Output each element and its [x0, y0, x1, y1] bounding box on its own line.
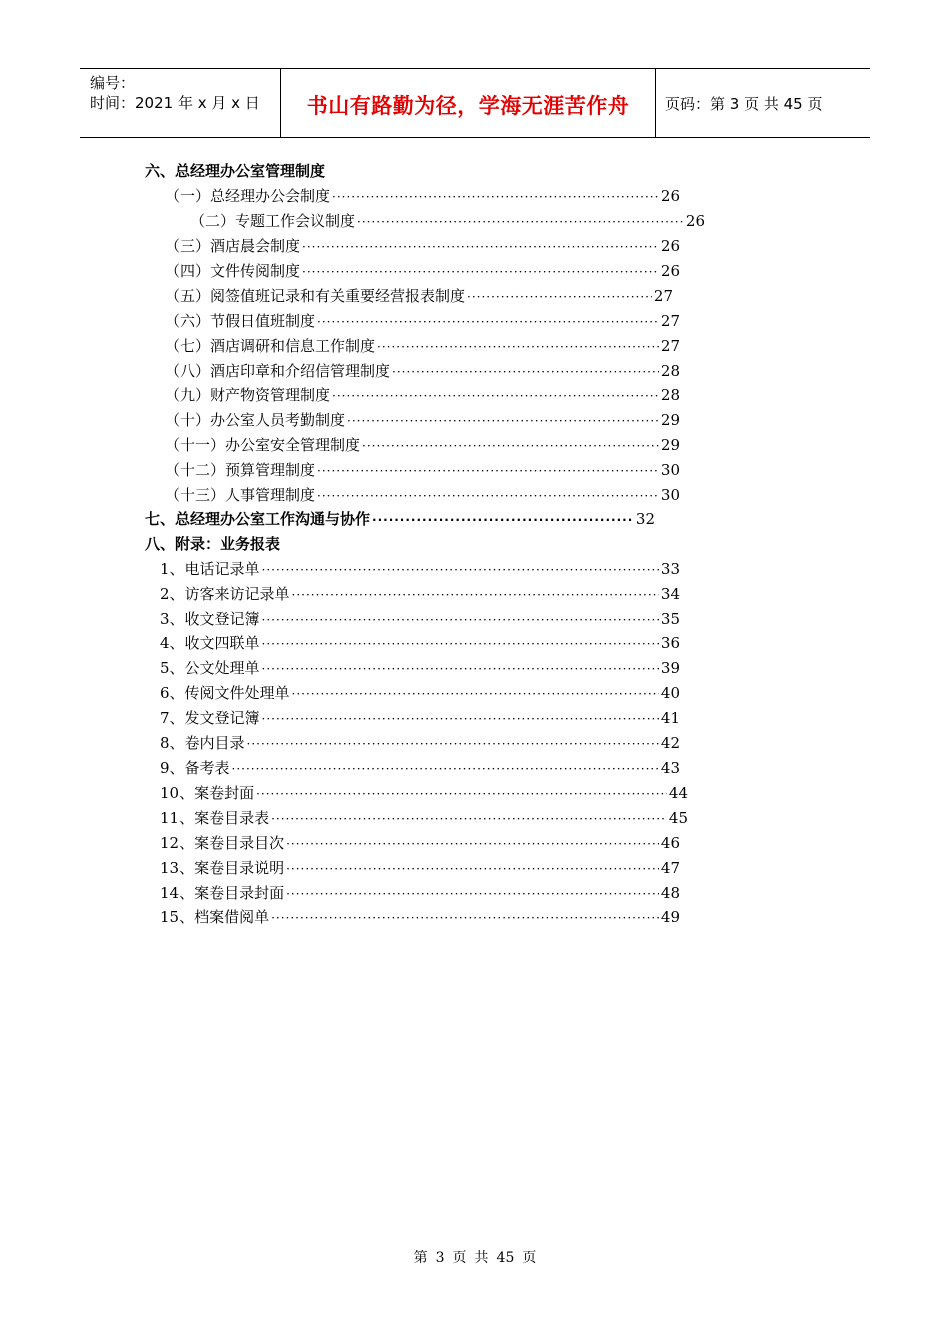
toc-entry	[160, 757, 680, 779]
toc-leader-dots	[232, 758, 659, 780]
toc-page-number: 42	[660, 734, 680, 752]
toc-entry	[165, 235, 680, 257]
toc-leader-dots	[357, 211, 684, 233]
toc-leader-dots	[392, 361, 659, 383]
toc-leader-dots	[286, 833, 659, 855]
toc-leader-dots	[262, 658, 659, 680]
footer-ye: 页	[452, 1250, 467, 1266]
header-center-cell	[280, 69, 656, 137]
page-footer	[0, 1247, 950, 1267]
toc-leader-dots	[292, 683, 659, 705]
toc-entry	[165, 185, 680, 207]
toc-entry-title: （九）财产物资管理制度	[165, 386, 331, 404]
toc-entry	[165, 260, 680, 282]
toc-section-title: 八、附录：业务报表	[145, 535, 281, 553]
toc-leader-dots	[262, 708, 659, 730]
toc-entry	[165, 459, 680, 481]
toc-entry	[160, 782, 688, 804]
toc-entry	[165, 434, 680, 456]
toc-entry	[160, 657, 680, 679]
toc-entry	[160, 857, 680, 879]
toc-page-number: 44	[668, 784, 688, 802]
toc-page-number: 32	[635, 510, 655, 528]
toc-entry-title: （十）办公室人员考勤制度	[165, 411, 346, 429]
toc-page-number: 27	[653, 287, 673, 305]
toc-page-number: 46	[660, 834, 680, 852]
page-info: 页码：第 3 页 共 45 页	[665, 95, 823, 113]
toc-leader-dots	[271, 907, 659, 929]
footer-di: 第	[413, 1250, 428, 1266]
toc-leader-dots	[256, 783, 667, 805]
toc-entry-title: 12、案卷目录目次	[160, 834, 285, 852]
toc-leader-dots	[271, 808, 667, 830]
toc-entry	[160, 707, 680, 729]
toc-entry-title: （二）专题工作会议制度	[190, 212, 356, 230]
toc-page-number: 48	[660, 884, 680, 902]
toc-page-number: 29	[660, 436, 680, 454]
footer-gong: 共	[474, 1250, 489, 1266]
toc-leader-dots	[286, 883, 659, 905]
toc-page-number: 34	[660, 585, 680, 603]
toc-section-title: 七、总经理办公室工作沟通与协作	[145, 510, 371, 528]
page-header	[80, 68, 870, 138]
toc-entry	[160, 882, 680, 904]
toc-page-number: 47	[660, 859, 680, 877]
toc-leader-dots	[262, 559, 659, 581]
toc-entry	[165, 285, 673, 307]
toc-leader-dots	[332, 385, 659, 407]
toc-page-number: 40	[660, 684, 680, 702]
footer-ye2: 页	[522, 1250, 537, 1266]
toc-page-number: 29	[660, 411, 680, 429]
footer-total-pages: 45	[496, 1250, 515, 1266]
toc-entry-title: （三）酒店晨会制度	[165, 237, 301, 255]
toc-page-number: 33	[660, 560, 680, 578]
footer-page-number: 3	[435, 1250, 445, 1266]
toc-entry-title: （十三）人事管理制度	[165, 486, 316, 504]
toc-entry	[165, 360, 680, 382]
toc-page-number: 36	[660, 634, 680, 652]
toc-leader-dots	[377, 336, 659, 358]
toc-entry	[160, 682, 680, 704]
toc-entry	[160, 807, 688, 829]
toc-entry-title: 5、公文处理单	[160, 659, 260, 677]
toc-entry	[160, 732, 680, 754]
toc-entry-title: 9、备考表	[160, 759, 230, 777]
toc-leader-dots	[262, 633, 659, 655]
header-left-cell	[80, 69, 280, 137]
date-label: 时间：2021 年 x 月 x 日	[90, 94, 260, 112]
toc-entry-title: 6、传阅文件处理单	[160, 684, 290, 702]
toc-entry	[165, 335, 680, 357]
toc-leader-dots	[317, 311, 659, 333]
toc-page-number: 27	[660, 337, 680, 355]
toc-leader-dots	[317, 460, 659, 482]
toc-entry-title: （四）文件传阅制度	[165, 262, 301, 280]
toc-page-number: 49	[660, 908, 680, 926]
toc-entry-title: （五）阅签值班记录和有关重要经营报表制度	[165, 287, 466, 305]
toc-section-8	[145, 533, 280, 555]
toc-entry-title: （八）酒店印章和介绍信管理制度	[165, 362, 391, 380]
toc-leader-dots	[317, 485, 659, 507]
toc-page-number: 39	[660, 659, 680, 677]
toc-entry-title: 13、案卷目录说明	[160, 859, 285, 877]
toc-page-number: 30	[660, 486, 680, 504]
toc-entry-title: 11、案卷目录表	[160, 809, 270, 827]
toc-leader-dots	[302, 261, 659, 283]
toc-leader-dots	[302, 236, 659, 258]
toc-page-number: 28	[660, 386, 680, 404]
toc-entry	[190, 210, 705, 232]
toc-section-7	[145, 508, 655, 530]
toc-entry-title: 3、收文登记簿	[160, 610, 260, 628]
toc-entry-title: 8、卷内目录	[160, 734, 245, 752]
toc-entry-title: （十二）预算管理制度	[165, 461, 316, 479]
toc-leader-dots	[292, 584, 659, 606]
toc-entry	[165, 310, 680, 332]
toc-entry	[160, 832, 680, 854]
toc-page-number: 35	[660, 610, 680, 628]
toc-section-title: 六、总经理办公室管理制度	[145, 162, 326, 180]
toc-page-number: 30	[660, 461, 680, 479]
toc-entry	[160, 906, 680, 928]
toc-entry-title: 7、发文登记簿	[160, 709, 260, 727]
toc-entry-title: （十一）办公室安全管理制度	[165, 436, 361, 454]
toc-entry-title: 4、收文四联单	[160, 634, 260, 652]
toc-leader-dots	[286, 858, 659, 880]
toc-entry-title: 1、电话记录单	[160, 560, 260, 578]
toc-page-number: 41	[660, 709, 680, 727]
toc-entry	[160, 583, 680, 605]
toc-entry-title: 2、访客来访记录单	[160, 585, 290, 603]
toc-entry	[160, 608, 680, 630]
toc-page-number: 27	[660, 312, 680, 330]
toc-leader-dots	[347, 410, 659, 432]
motto-text: 书山有路勤为径，学海无涯苦作舟	[306, 94, 630, 118]
toc-entry	[165, 484, 680, 506]
code-label: 编号：	[90, 74, 136, 92]
toc-entry-title: 15、档案借阅单	[160, 908, 270, 926]
toc-page-number: 28	[660, 362, 680, 380]
toc-page-number: 26	[660, 187, 680, 205]
toc-entry	[160, 558, 680, 580]
toc-entry-title: 14、案卷目录封面	[160, 884, 285, 902]
toc-section-6	[145, 160, 325, 182]
toc-leader-dots	[372, 509, 634, 531]
toc-page-number: 45	[668, 809, 688, 827]
toc-entry-title: （一）总经理办公会制度	[165, 187, 331, 205]
toc-entry-title: （七）酒店调研和信息工作制度	[165, 337, 376, 355]
toc-leader-dots	[247, 733, 659, 755]
toc-page-number: 43	[660, 759, 680, 777]
toc-entry-title: 10、案卷封面	[160, 784, 255, 802]
toc-entry	[165, 409, 680, 431]
header-right-cell	[655, 69, 870, 137]
toc-leader-dots	[467, 286, 652, 308]
toc-page-number: 26	[660, 262, 680, 280]
toc-page-number: 26	[685, 212, 705, 230]
toc-entry-title: （六）节假日值班制度	[165, 312, 316, 330]
toc-page-number: 26	[660, 237, 680, 255]
toc-entry	[165, 384, 680, 406]
toc-leader-dots	[262, 609, 659, 631]
toc-leader-dots	[362, 435, 659, 457]
toc-entry	[160, 632, 680, 654]
toc-leader-dots	[332, 186, 659, 208]
